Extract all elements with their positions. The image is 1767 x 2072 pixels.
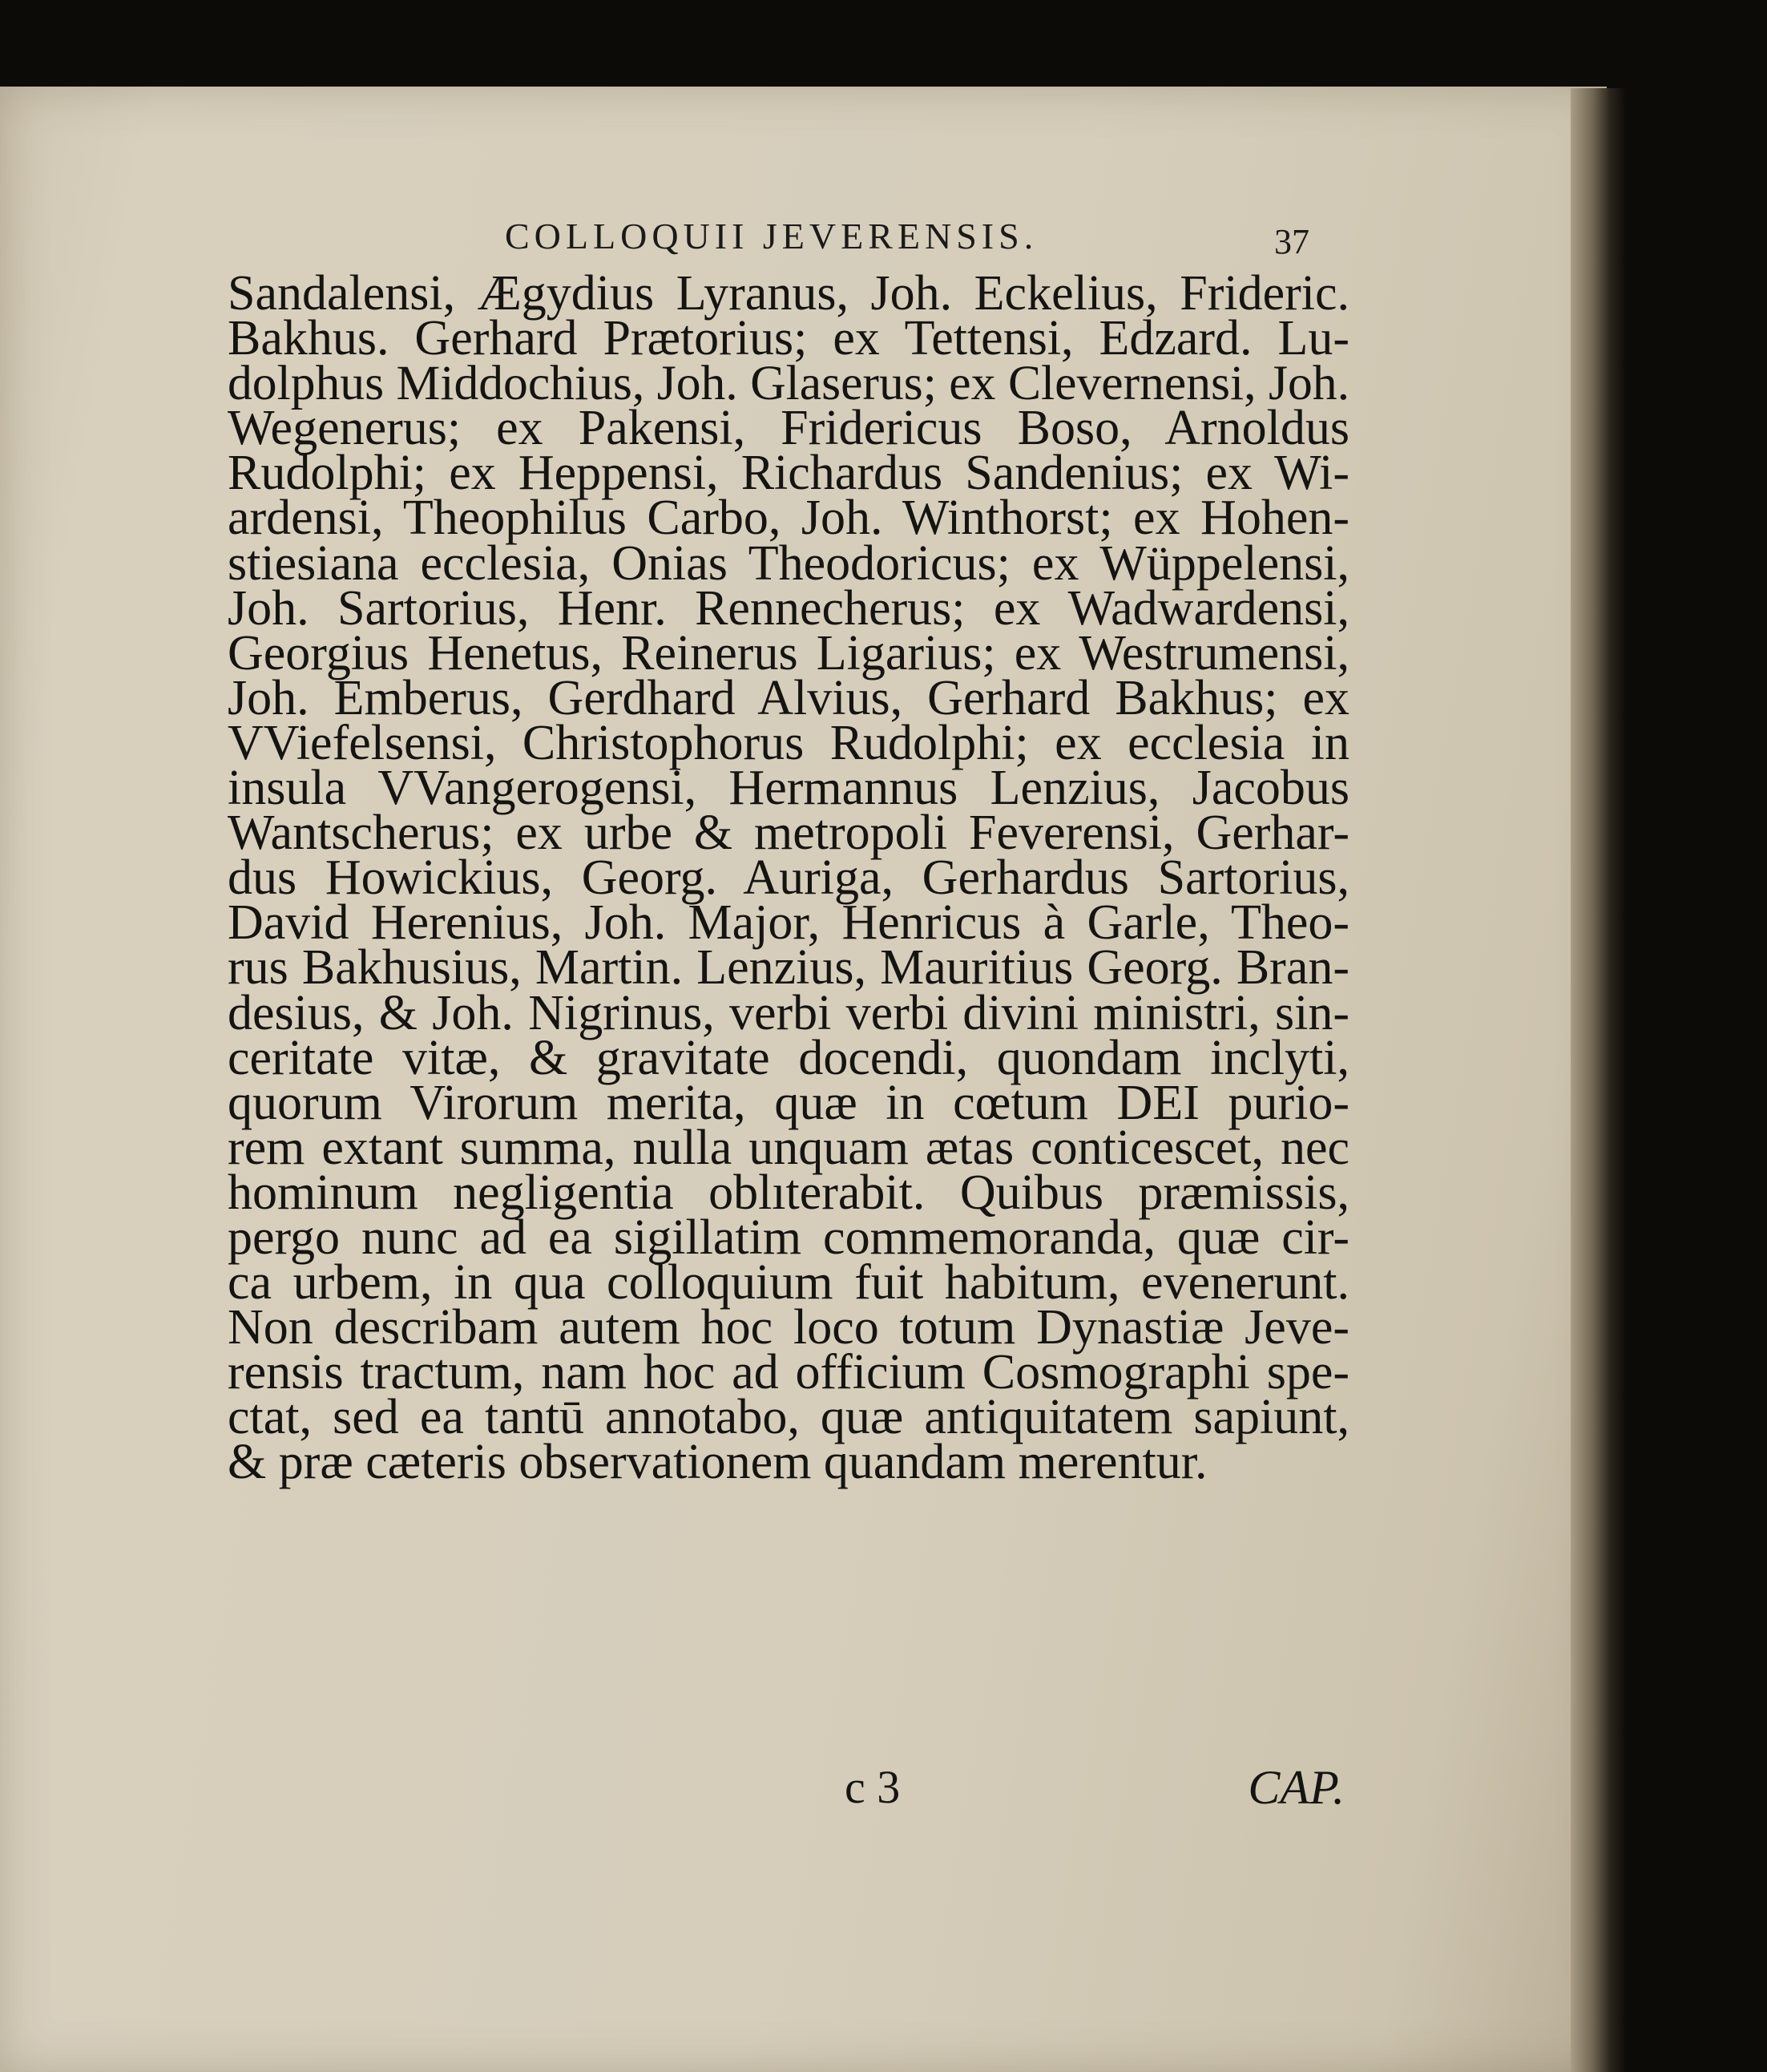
text-line: Georgius Henetus, Reinerus Ligarius; ex Westrumensi, xyxy=(228,625,1349,681)
page-number: 37 xyxy=(1274,222,1309,261)
text-line: ctat, sed ea tantū annotabo, quæ antiquitatem sapiunt, xyxy=(228,1390,1349,1445)
text-line: Sandalensi, Ægydius Lyranus, Joh. Eckelius, Frideric. xyxy=(228,266,1349,321)
text-line: ardensi, Theophilus Carbo, Joh. Winthorst; ex Hohen- xyxy=(228,491,1349,546)
text-line: dolphus Middochius, Joh. Glaserus; ex Clevernensi, Joh. xyxy=(228,356,1349,411)
text-line: Wegenerus; ex Pakensi, Fridericus Boso, Arnoldus xyxy=(228,401,1349,456)
text-line: Wantscherus; ex urbe & metropoli Feverensi, Gerhar- xyxy=(228,806,1349,861)
text-line: hominum negligentia oblıterabit. Quibus præmissis, xyxy=(228,1165,1349,1220)
running-title: COLLOQUII JEVERENSIS. xyxy=(505,216,1039,256)
text-line: Non describam autem hoc loco totum Dynastiæ Jeve- xyxy=(228,1300,1349,1355)
text-line: Joh. Emberus, Gerdhard Alvius, Gerhard Bakhus; ex xyxy=(228,670,1349,725)
text-line: David Herenius, Joh. Major, Henricus à Garle, Theo- xyxy=(228,895,1349,951)
text-line: rensis tractum, nam hoc ad officium Cosmographi spe- xyxy=(228,1345,1349,1400)
catchword: CAP. xyxy=(1248,1761,1345,1814)
text-line: desius, & Joh. Nigrinus, verbi verbi divini ministri, sin- xyxy=(228,985,1349,1040)
body-text xyxy=(228,266,1349,1490)
text-line: rem extant summa, nulla unquam ætas conticescet, nec xyxy=(228,1120,1349,1175)
text-line: insula VVangerogensi, Hermannus Lenzius, Jacobus xyxy=(228,761,1349,816)
text-line: ca urbem, in qua colloquium fuit habitum, evenerunt. xyxy=(228,1255,1349,1311)
text-line: & præ cæteris observationem quandam merentur. xyxy=(228,1435,1208,1490)
text-line: pergo nunc ad ea sigillatim commemoranda, quæ cir- xyxy=(228,1210,1349,1265)
text-line: Joh. Sartorius, Henr. Rennecherus; ex Wadwardensi, xyxy=(228,580,1349,636)
text-line: rus Bakhusius, Martin. Lenzius, Mauritius Georg. Bran- xyxy=(228,940,1349,996)
text-line: Rudolphi; ex Heppensi, Richardus Sandenius; ex Wi- xyxy=(228,446,1349,501)
signature-mark: c 3 xyxy=(845,1761,901,1813)
text-line: dus Howickius, Georg. Auriga, Gerhardus Sartorius, xyxy=(228,850,1349,906)
text-line: VViefelsensi, Christophorus Rudolphi; ex ecclesia in xyxy=(228,715,1349,770)
text-line: ceritate vitæ, & gravitate docendi, quondam inclyti, xyxy=(228,1030,1349,1085)
text-line: Bakhus. Gerhard Prætorius; ex Tettensi, Edzard. Lu- xyxy=(228,311,1349,366)
text-line: quorum Virorum merita, quæ in cœtum DEI purio- xyxy=(228,1075,1349,1130)
page-edge xyxy=(1571,88,1627,2072)
text-line: stiesiana ecclesia, Onias Theodoricus; ex Wüppelensi, xyxy=(228,535,1349,591)
